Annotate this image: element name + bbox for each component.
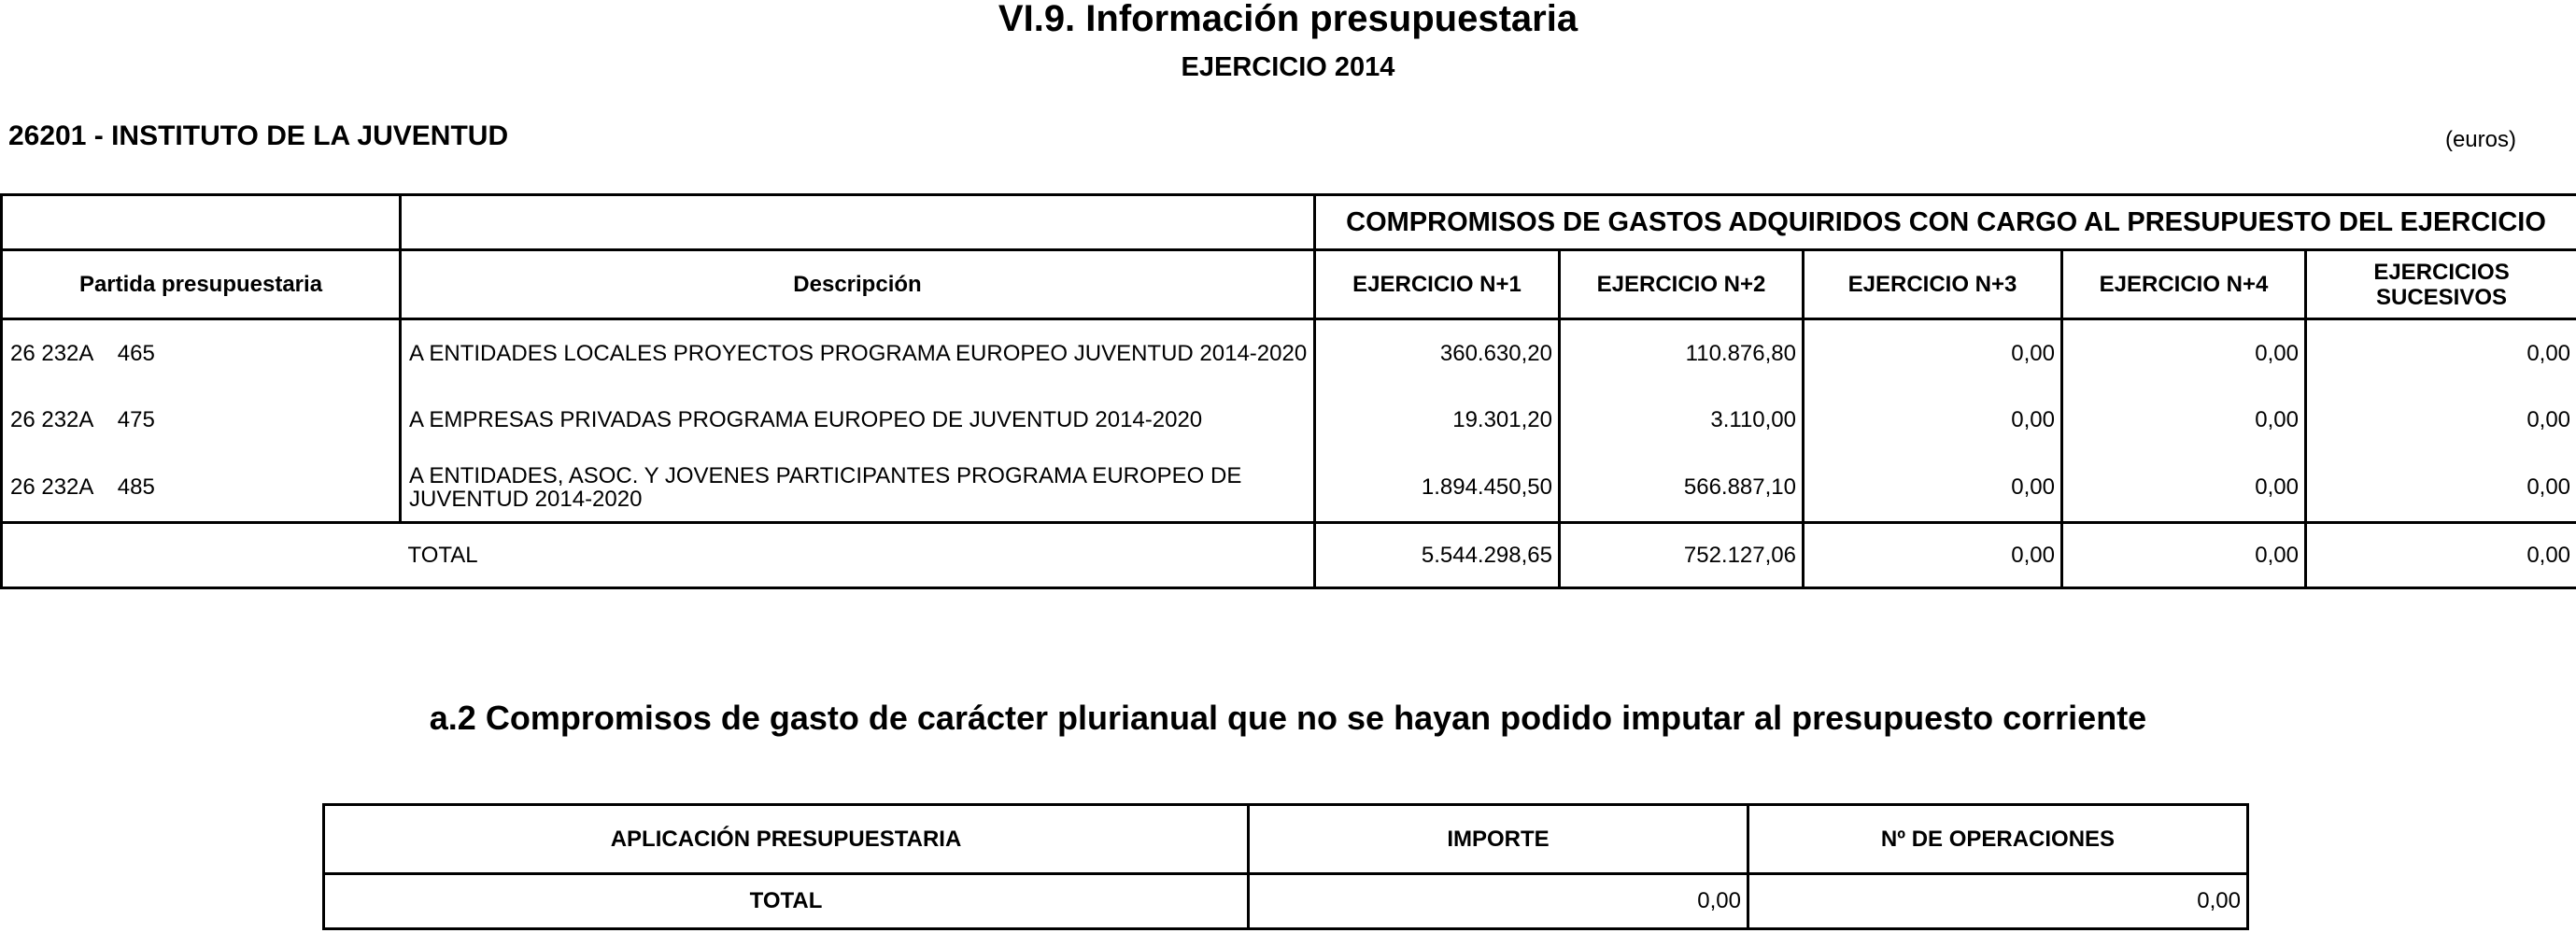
currency-unit: (euros): [2444, 127, 2516, 152]
column-header-n2: EJERCICIO N+2: [1560, 250, 1804, 319]
pluriannual-commitments-table: [322, 803, 2249, 930]
sucesivos-cell: 0,00: [2306, 319, 2576, 387]
column-header-partida: Partida presupuestaria: [2, 250, 401, 319]
descripcion-cell: A ENTIDADES, ASOC. Y JOVENES PARTICIPANTES PROGRAMA EUROPEO DE JUVENTUD 2014-2020: [401, 454, 1315, 523]
column-header-descripcion: Descripción: [401, 250, 1315, 319]
n4-cell: 0,00: [2062, 319, 2306, 387]
commitments-table: [0, 193, 2576, 589]
n3-cell: 0,00: [1804, 454, 2062, 523]
total-n2-cell: 752.127,06: [1560, 523, 1804, 588]
total-label: TOTAL: [401, 523, 1315, 588]
header-blank-partida: [2, 195, 401, 250]
total-operaciones-cell: 0,00: [1748, 874, 2248, 929]
descripcion-cell: A EMPRESAS PRIVADAS PROGRAMA EUROPEO DE JUVENTUD 2014-2020: [401, 387, 1315, 454]
sucesivos-cell: 0,00: [2306, 454, 2576, 523]
column-header-importe: IMPORTE: [1249, 805, 1748, 874]
total-importe-cell: 0,00: [1249, 874, 1748, 929]
table-row: [2, 387, 2576, 454]
descripcion-cell: A ENTIDADES LOCALES PROYECTOS PROGRAMA EUROPEO JUVENTUD 2014-2020: [401, 319, 1315, 387]
column-header-operaciones: Nº DE OPERACIONES: [1748, 805, 2248, 874]
total-row: [324, 874, 2248, 929]
n3-cell: 0,00: [1804, 387, 2062, 454]
page-subtitle: EJERCICIO 2014: [1181, 52, 1395, 82]
table-row: [2, 454, 2576, 523]
n1-cell: 19.301,20: [1315, 387, 1560, 454]
header-blank-descripcion: [401, 195, 1315, 250]
column-header-n4: EJERCICIO N+4: [2062, 250, 2306, 319]
total-blank-cell: [2, 523, 401, 588]
partida-cell: 26 232A 485: [2, 454, 401, 523]
partida-cell: 26 232A 475: [2, 387, 401, 454]
n2-cell: 566.887,10: [1560, 454, 1804, 523]
n4-cell: 0,00: [2062, 387, 2306, 454]
n1-cell: 1.894.450,50: [1315, 454, 1560, 523]
n2-cell: 110.876,80: [1560, 319, 1804, 387]
organism-heading: 26201 - INSTITUTO DE LA JUVENTUD: [8, 120, 509, 151]
column-header-n1: EJERCICIO N+1: [1315, 250, 1560, 319]
n2-cell: 3.110,00: [1560, 387, 1804, 454]
column-header-sucesivos: EJERCICIOS SUCESIVOS: [2306, 250, 2576, 319]
total-n4-cell: 0,00: [2062, 523, 2306, 588]
n1-cell: 360.630,20: [1315, 319, 1560, 387]
total-n3-cell: 0,00: [1804, 523, 2062, 588]
total-n1-cell: 5.544.298,65: [1315, 523, 1560, 588]
column-header-n3: EJERCICIO N+3: [1804, 250, 2062, 319]
total-row: [2, 523, 2576, 588]
compromisos-group-header: COMPROMISOS DE GASTOS ADQUIRIDOS CON CARGO AL PRESUPUESTO DEL EJERCICIO: [1315, 195, 2576, 250]
n3-cell: 0,00: [1804, 319, 2062, 387]
total-label: TOTAL: [324, 874, 1249, 929]
sucesivos-cell: 0,00: [2306, 387, 2576, 454]
table-row: [2, 319, 2576, 387]
n4-cell: 0,00: [2062, 454, 2306, 523]
partida-cell: 26 232A 465: [2, 319, 401, 387]
total-sucesivos-cell: 0,00: [2306, 523, 2576, 588]
page-title: VI.9. Información presupuestaria: [998, 0, 1578, 39]
section-a2-title: a.2 Compromisos de gasto de carácter plurianual que no se hayan podido imputar al presupuesto corriente: [429, 699, 2147, 737]
column-header-aplicacion: APLICACIÓN PRESUPUESTARIA: [324, 805, 1249, 874]
